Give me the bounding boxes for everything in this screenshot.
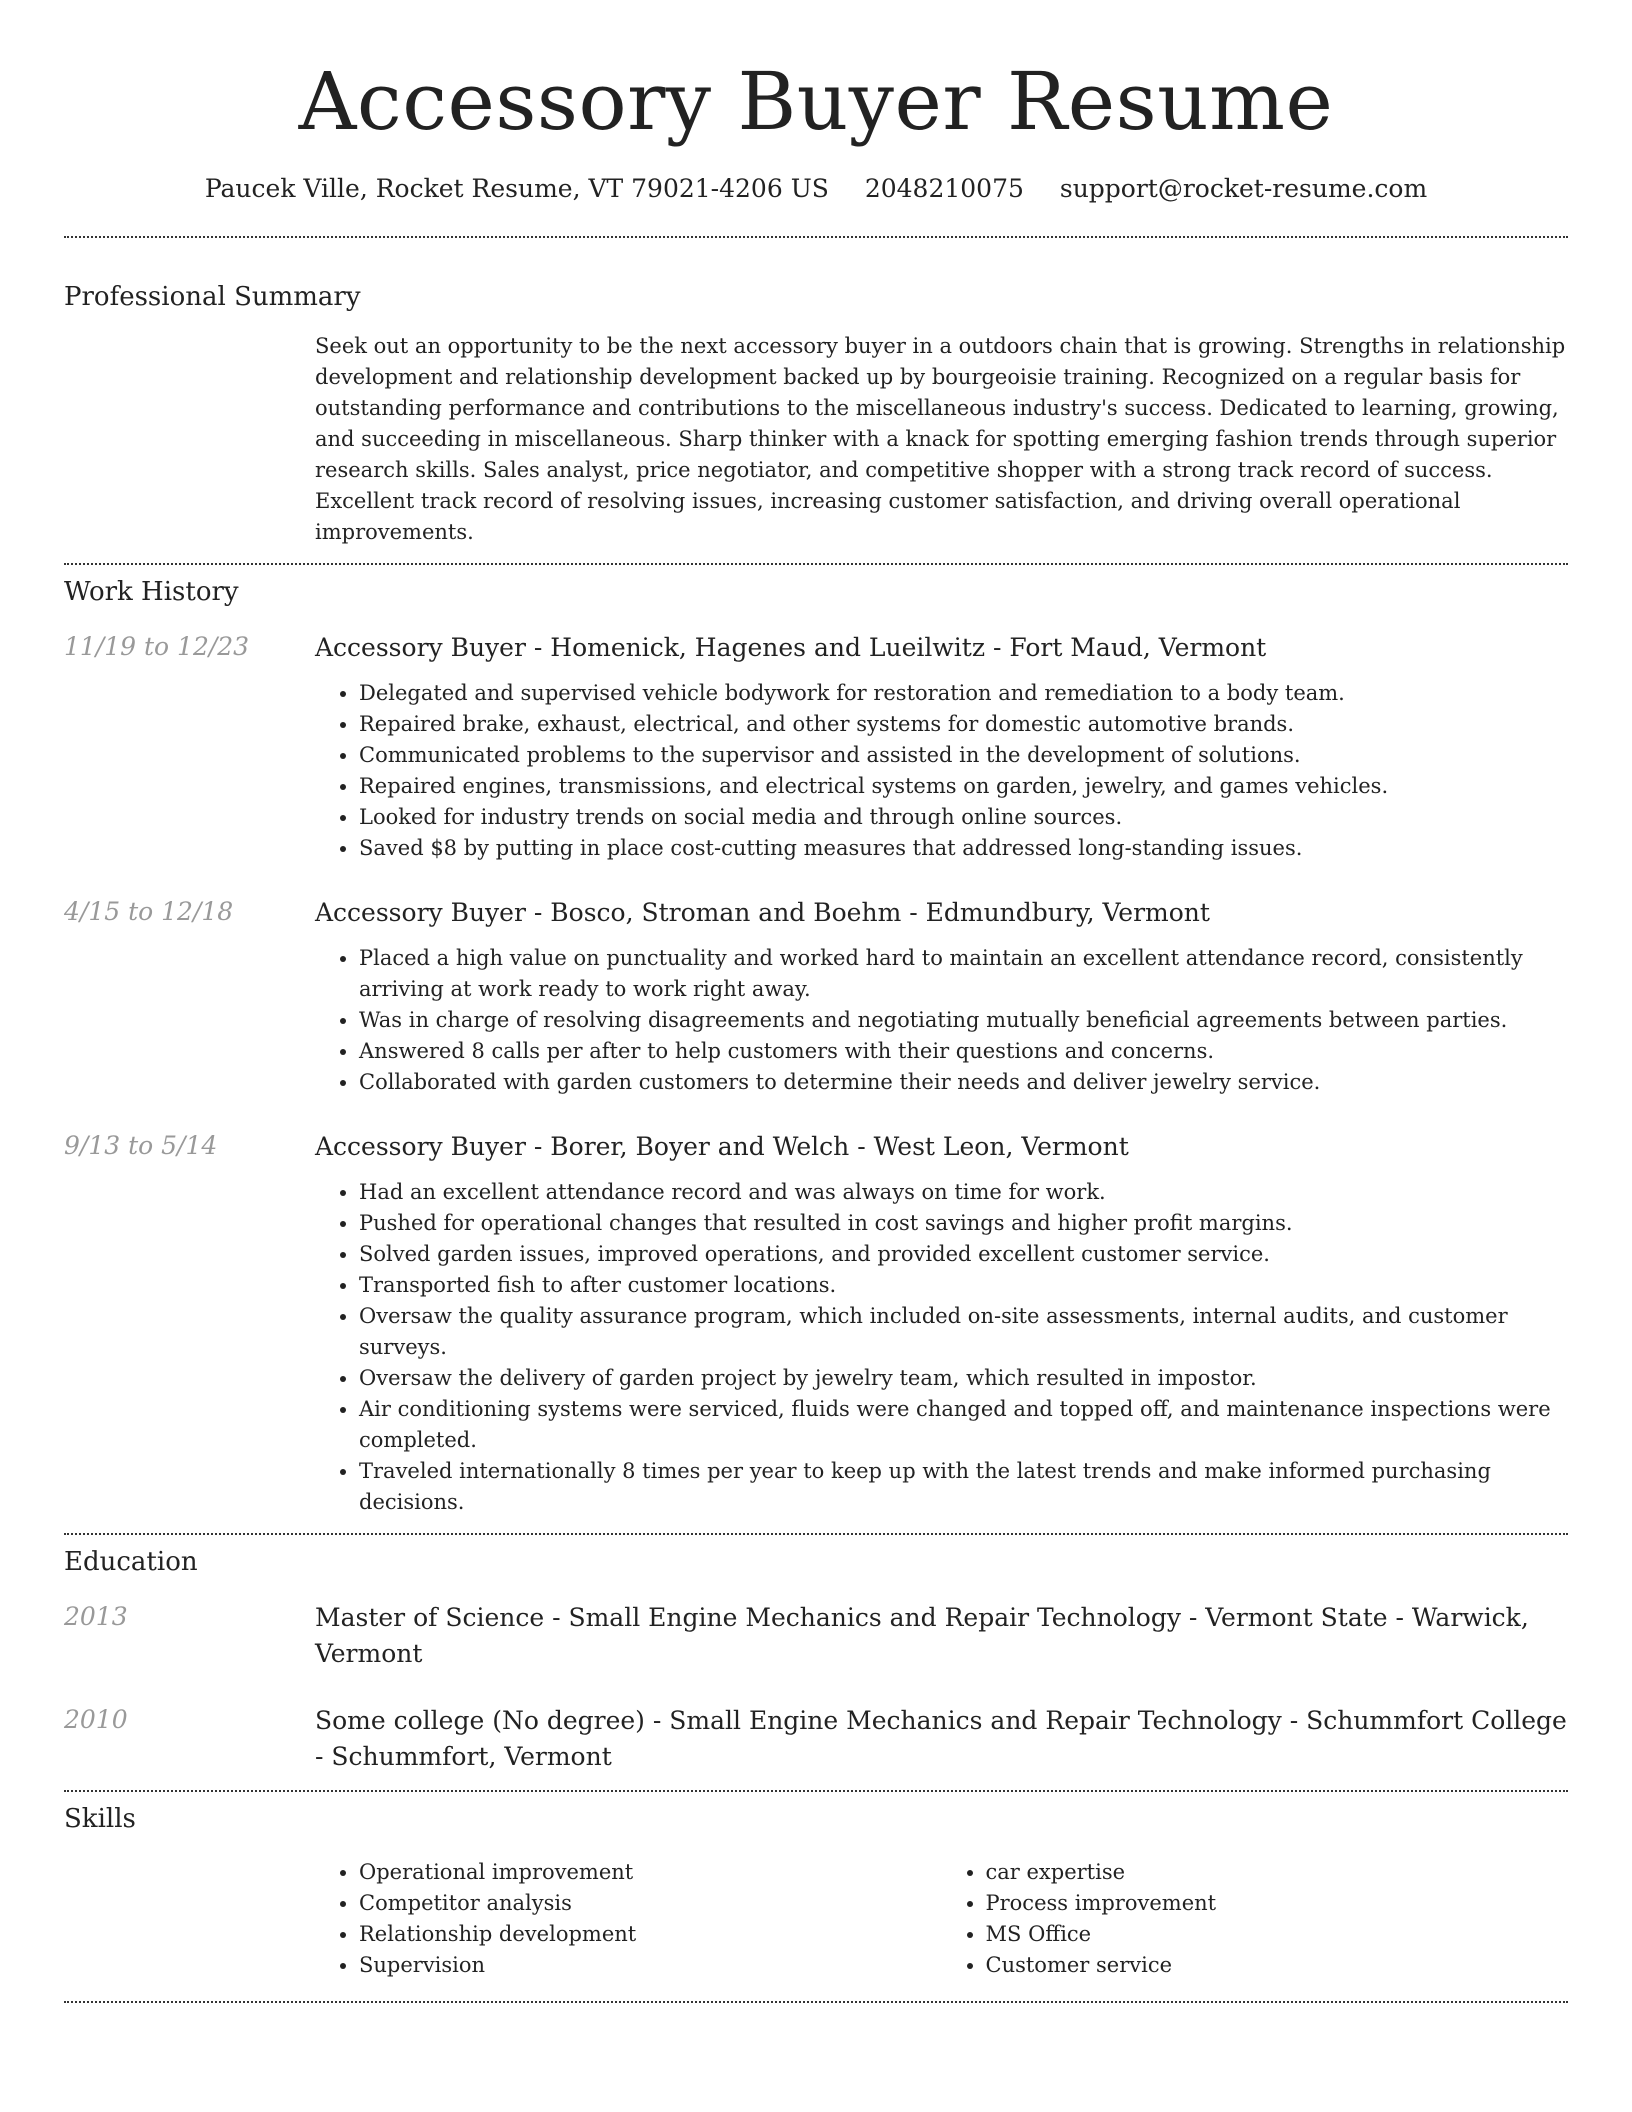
summary-text: Seek out an opportunity to be the next accessory buyer in a outdoors chain that is growing. Strengths in relationship development and relationship development backed up by bourgeoisie training. Recognized on a regular basis for outstanding performance and contributions to the miscellaneous industry's success. Dedicated to learning, growing, and succeeding in miscellaneous. Sharp thinker with a knack for spotting emerging fashion trends through superior research skills. Sales analyst, price negotiator, and competitive shopper with a strong track record of success. Excellent track record of resolving issues, increasing customer satisfaction, and driving overall operational improvements.	[315, 334, 1566, 544]
job-bullet: • Placed a high value on punctuality and worked hard to maintain an excellent attendance record, consistently arriving at work ready to work right away.	[359, 943, 1568, 1005]
education-year: 2010	[64, 1705, 128, 1734]
resume-title: Accessory Buyer Resume	[298, 55, 1334, 148]
education-entry	[64, 1600, 1568, 1672]
job-bullet: • Answered 8 calls per after to help customers with their questions and concerns.	[359, 1036, 1568, 1067]
skill-item: • MS Office	[986, 1919, 1569, 1950]
section-divider	[64, 563, 1568, 565]
job-bullet: • Oversaw the quality assurance program, which included on-site assessments, internal audits, and customer surveys.	[359, 1301, 1568, 1363]
job-dates: 9/13 to 5/14	[64, 1131, 218, 1160]
education-year: 2013	[64, 1602, 128, 1631]
skills-row	[64, 1857, 1568, 1981]
job-title: Accessory Buyer - Bosco, Stroman and Boehm - Edmundbury, Vermont	[315, 898, 1210, 927]
section-divider	[64, 1790, 1568, 1792]
job-bullet: • Solved garden issues, improved operations, and provided excellent customer service.	[359, 1239, 1568, 1270]
section-divider	[64, 1533, 1568, 1535]
education-title: Master of Science - Small Engine Mechanics and Repair Technology - Vermont State - Warwick, Vermont	[315, 1603, 1529, 1668]
job-bullet: • Traveled internationally 8 times per year to keep up with the latest trends and make informed purchasing decisions.	[359, 1456, 1568, 1518]
summary-heading: Professional Summary	[64, 282, 361, 312]
job-bullets	[315, 678, 1568, 864]
job-bullet: • Collaborated with garden customers to determine their needs and deliver jewelry service.	[359, 1067, 1568, 1098]
job-bullet: • Communicated problems to the supervisor and assisted in the development of solutions.	[359, 740, 1568, 771]
job-bullet: • Looked for industry trends on social media and through online sources.	[359, 802, 1568, 833]
job-bullet: • Was in charge of resolving disagreements and negotiating mutually beneficial agreements between parties.	[359, 1005, 1568, 1036]
job-bullet: • Repaired brake, exhaust, electrical, and other systems for domestic automotive brands.	[359, 709, 1568, 740]
summary-spacer	[64, 331, 315, 548]
contact-line	[64, 172, 1568, 206]
job-bullets	[315, 943, 1568, 1098]
job-bullets	[315, 1177, 1568, 1518]
skill-item: • Supervision	[359, 1950, 942, 1981]
skills-list-right	[942, 1857, 1569, 1981]
skill-item: • Competitor analysis	[359, 1888, 942, 1919]
skills-spacer	[64, 1857, 315, 1981]
job-title: Accessory Buyer - Borer, Boyer and Welch - West Leon, Vermont	[315, 1132, 1129, 1161]
job-bullet: • Repaired engines, transmissions, and electrical systems on garden, jewelry, and games vehicles.	[359, 771, 1568, 802]
job-entry	[64, 1129, 1568, 1518]
job-bullet: • Pushed for operational changes that resulted in cost savings and higher profit margins.	[359, 1208, 1568, 1239]
skill-item: • car expertise	[986, 1857, 1569, 1888]
contact-email: support@rocket-resume.com	[1059, 174, 1428, 203]
skill-item: • Operational improvement	[359, 1857, 942, 1888]
job-bullet: • Had an excellent attendance record and was always on time for work.	[359, 1177, 1568, 1208]
section-divider	[64, 236, 1568, 238]
education-entry	[64, 1703, 1568, 1775]
job-bullet: • Air conditioning systems were serviced, fluids were changed and topped off, and maintenance inspections were completed.	[359, 1394, 1568, 1456]
skill-item: • Process improvement	[986, 1888, 1569, 1919]
skills-list-left	[315, 1857, 942, 1981]
contact-phone: 2048210075	[864, 174, 1024, 203]
skills-heading: Skills	[64, 1804, 136, 1834]
resume-page	[64, 0, 1568, 2003]
skill-item: • Relationship development	[359, 1919, 942, 1950]
job-dates: 4/15 to 12/18	[64, 897, 234, 926]
job-title: Accessory Buyer - Homenick, Hagenes and Lueilwitz - Fort Maud, Vermont	[315, 633, 1267, 662]
education-title: Some college (No degree) - Small Engine Mechanics and Repair Technology - Schummfort College - Schummfort, Vermont	[315, 1706, 1567, 1771]
job-entry	[64, 895, 1568, 1098]
job-dates: 11/19 to 12/23	[64, 632, 250, 661]
education-heading: Education	[64, 1547, 198, 1577]
job-bullet: • Oversaw the delivery of garden project by jewelry team, which resulted in impostor.	[359, 1363, 1568, 1394]
job-entry	[64, 630, 1568, 864]
job-bullet: • Delegated and supervised vehicle bodywork for restoration and remediation to a body team.	[359, 678, 1568, 709]
job-bullet: • Saved $8 by putting in place cost-cutting measures that addressed long-standing issues.	[359, 833, 1568, 864]
summary-row	[64, 331, 1568, 548]
skill-item: • Customer service	[986, 1950, 1569, 1981]
job-bullet: • Transported fish to after customer locations.	[359, 1270, 1568, 1301]
contact-address: Paucek Ville, Rocket Resume, VT 79021-4206 US	[204, 174, 829, 203]
section-divider	[64, 2001, 1568, 2003]
work-history-heading: Work History	[64, 577, 239, 607]
